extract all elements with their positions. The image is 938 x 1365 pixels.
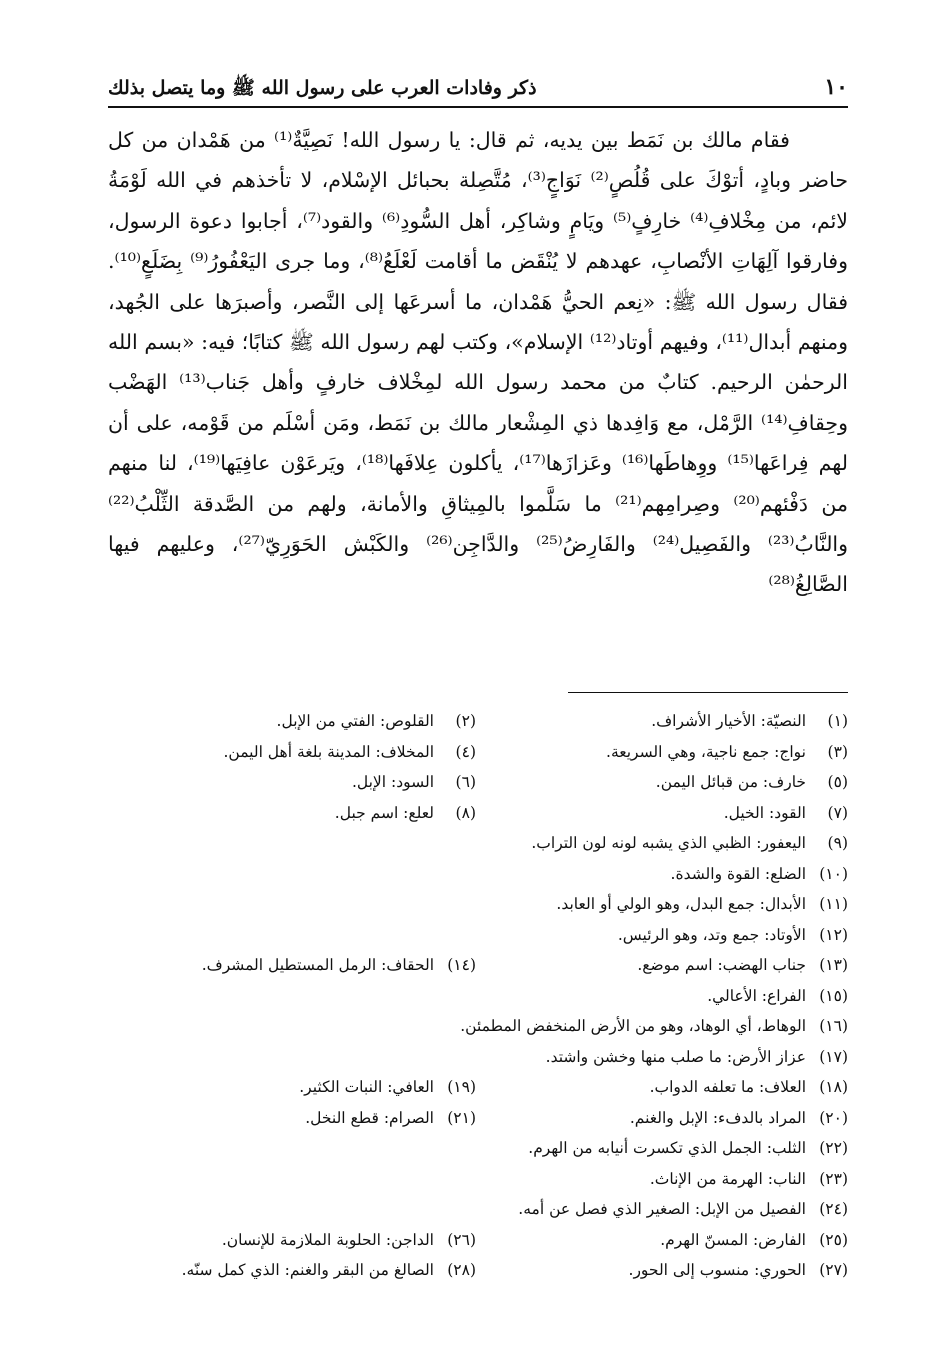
- footnote-text: العلاف: ما تعلفه الدواب.: [649, 1078, 806, 1096]
- footnote-row: [108, 1072, 848, 1103]
- running-title: ذكر وفادات العرب على رسول الله ﷺ وما يتصل بذلك: [108, 77, 537, 99]
- main-paragraph: فقام مالك بن نَمَط بين يديه، ثم قال: يا رسول الله! نَصِيَّةٌ⁽¹⁾ من هَمْدان من كل حاضر وبادٍ، أتوْكَ على قُلُصٍ⁽²⁾ نَوَاجٍ⁽³⁾، مُتَّصِلة بحبائل الإسْلام، لا تأخذهم في الله لَوْمَةُ لائم، من مِخْلافِ⁽⁴⁾ خارِفٍ⁽⁵⁾ ويَامٍ وشاكِر، أهل السُّودِ⁽⁶⁾ والقود⁽⁷⁾، أجابوا دعوة الرسول، وفارقوا آلِهَاتِ الأنْصابِ، عهدهم لا يُنْقَض ما أقامت لَعْلَعُ⁽⁸⁾، وما جرى اليَعْفُورُ⁽⁹⁾ بِضَلَعٍ⁽¹⁰⁾. فقال رسول الله ﷺ: «نِعم الحيُّ هَمْدان، ما أسرعَها إلى النَّصر، وأصبرَها على الجُهد، ومنهم أبدال⁽¹¹⁾، وفيهم أوتاد⁽¹²⁾ الإسلام»، وكتب لهم رسول الله ﷺ كتابًا؛ فيه: «بسم الله الرحمٰن الرحيم. كتابٌ من محمد رسول الله لمِخْلاف خارفٍ وأهل جَناب⁽¹³⁾ الهَضْب وحِقافِ⁽¹⁴⁾ الرَّمْل، مع وَافِدها ذي المِشْعار مالك بن نَمَط، ومَن أسْلَم من قَوْمه، على أن لهم فِراعَها⁽¹⁵⁾ ووِهاطَها⁽¹⁶⁾ وعَزازَها⁽¹⁷⁾، يأكلون عِلافَها⁽¹⁸⁾، ويَرعَوْن عافِيَها⁽¹⁹⁾، لنا منهم من دَفْئهم⁽²⁰⁾ وصِرامِهم⁽²¹⁾ ما سَلَّموا بالمِيثاقِ والأمانة، ولهم من الصَّدقة الثِّلْبُ⁽²²⁾ والنَّابُ⁽²³⁾ والفَصِيل⁽²⁴⁾ والفَارِضُ⁽²⁵⁾ والدَّاجِن⁽²⁶⁾ والكَبْش الحَوَرِيّ⁽²⁷⁾، وعليهم فيها الصَّالِغُ⁽²⁸⁾: [108, 128, 849, 597]
- footnote: [476, 798, 848, 829]
- footnote-number: (٢٥): [819, 1230, 848, 1249]
- footnote-row: [108, 859, 848, 890]
- footnote-number: (٢): [455, 712, 476, 730]
- footnote-text: الصرام: قطع النخل.: [305, 1108, 434, 1127]
- footnote-text: اليعفور: الظبي الذي يشبه لونه لون التراب.: [531, 834, 806, 852]
- footnote-number: (١٢): [819, 925, 848, 944]
- footnote-number: (١١): [819, 895, 848, 913]
- footnote-number: (٢٢): [819, 1139, 848, 1157]
- footnote-number: (١٩): [447, 1078, 476, 1096]
- footnote-number: (١): [827, 712, 848, 730]
- footnote-separator: [568, 692, 848, 693]
- footnote: [476, 706, 848, 737]
- footnote-number: (٤): [455, 742, 476, 761]
- footnote: [476, 1072, 848, 1103]
- footnote: [108, 1103, 476, 1134]
- footnote-row: [108, 1194, 848, 1225]
- footnote: [650, 1164, 848, 1195]
- footnote-number: (٩): [827, 834, 848, 852]
- footnote-text: الفارض: المسنّ الهرم.: [660, 1230, 806, 1249]
- footnote: [528, 1133, 848, 1164]
- footnote-text: الحوري: منسوب إلى الحور.: [628, 1261, 806, 1279]
- running-header: [108, 70, 848, 106]
- footnote-number: (٥): [827, 773, 848, 791]
- footnote-text: الثلب: الجمل الذي تكسرت أنيابه من الهرم.: [528, 1139, 806, 1157]
- footnote-number: (١٥): [819, 986, 848, 1005]
- footnote-row: [108, 1042, 848, 1073]
- footnote-text: الأبدال: جمع البدل، وهو الولي أو العابد.: [556, 895, 806, 913]
- footnote-text: الصالغ من البقر والغنم: الذي كمل سنّه.: [181, 1261, 434, 1279]
- footnote-number: (٣): [827, 742, 848, 761]
- footnote: [108, 798, 476, 829]
- footnote: [618, 920, 848, 951]
- footnote-row: [108, 950, 848, 981]
- footnote-row: [108, 981, 848, 1012]
- footnote-text: المراد بالدفء: الإبل والغنم.: [629, 1108, 806, 1127]
- footnote: [108, 1225, 476, 1256]
- footnote: [671, 859, 848, 890]
- footnote-number: (٢٨): [447, 1261, 476, 1279]
- footnote-text: الناب: الهرمة من الإناث.: [649, 1169, 806, 1188]
- footnote: [531, 828, 848, 859]
- footnote-row: [108, 1255, 848, 1286]
- footnote-row: [108, 798, 848, 829]
- footnote: [476, 1225, 848, 1256]
- footnote-row: [108, 767, 848, 798]
- footnote: [476, 1255, 848, 1286]
- main-text: [108, 120, 848, 605]
- footnote-row: [108, 1133, 848, 1164]
- footnote-text: الوهاط، أي الوهاد، وهو من الأرض المنخفض المطمئن.: [460, 1017, 806, 1035]
- footnote-text: القود: الخيل.: [723, 803, 806, 822]
- footnote-row: [108, 737, 848, 768]
- footnote-row: [108, 889, 848, 920]
- footnote: [476, 737, 848, 768]
- footnote-number: (٢٠): [819, 1108, 848, 1127]
- footnote-text: الضلع: القوة والشدة.: [670, 864, 806, 883]
- footnote: [108, 1255, 476, 1286]
- footnote-text: النصيّة: الأخيار الأشراف.: [651, 712, 806, 730]
- page-number: ١٠: [824, 74, 848, 100]
- footnote: [476, 1103, 848, 1134]
- footnote: [108, 950, 476, 981]
- footnote: [108, 767, 476, 798]
- footnote: [556, 889, 848, 920]
- footnote: [518, 1194, 848, 1225]
- footnote: [476, 767, 848, 798]
- footnote-text: السود: الإبل.: [351, 773, 434, 791]
- footnote-number: (١٧): [819, 1047, 848, 1066]
- footnote-text: الفراع: الأعالي.: [707, 986, 806, 1005]
- footnote: [108, 706, 476, 737]
- footnote-text: الفصيل من الإبل: الصغير الذي فصل عن أمه.: [518, 1200, 806, 1218]
- footnote-text: نواج: جمع ناجية، وهي السريعة.: [606, 742, 806, 761]
- footnote-row: [108, 1103, 848, 1134]
- footnote-text: الأوتاد: جمع وتد، وهو الرئيس.: [617, 925, 806, 944]
- footnote-number: (٢٣): [819, 1169, 848, 1188]
- footnote-row: [108, 1225, 848, 1256]
- footnote: [476, 950, 848, 981]
- footnote-number: (١٨): [819, 1078, 848, 1096]
- footnote-number: (٧): [827, 803, 848, 822]
- footnote-text: عزاز الأرض: ما صلب منها وخشن واشتد.: [545, 1047, 806, 1066]
- footnote-number: (١٤): [447, 956, 476, 974]
- footnote-text: العافي: النبات الكثير.: [299, 1078, 434, 1096]
- footnote-number: (٢٦): [447, 1230, 476, 1249]
- footnote-text: المخلاف: المدينة بلغة أهل اليمن.: [223, 742, 434, 761]
- footnote-number: (٦): [455, 773, 476, 791]
- footnote: [108, 1072, 476, 1103]
- footnote-text: الداجن: الحلوبة الملازمة للإنسان.: [221, 1230, 434, 1249]
- footnote: [707, 981, 848, 1012]
- footnote-text: لعلع: اسم جبل.: [334, 803, 434, 822]
- footnotes: [108, 706, 848, 1286]
- footnote-text: خارف: من قبائل اليمن.: [655, 773, 806, 791]
- header-rule: [108, 106, 848, 108]
- footnote: [546, 1042, 848, 1073]
- footnote-row: [108, 828, 848, 859]
- footnote-text: القلوص: الفتي من الإبل.: [276, 712, 434, 730]
- footnote-text: جناب الهضب: اسم موضع.: [637, 956, 806, 974]
- footnote-number: (٢٤): [819, 1200, 848, 1218]
- footnote: [460, 1011, 848, 1042]
- footnote-row: [108, 1164, 848, 1195]
- footnote-number: (١٠): [819, 864, 848, 883]
- footnote-row: [108, 920, 848, 951]
- footnote-number: (١٦): [819, 1017, 848, 1035]
- footnote-text: الحقاف: الرمل المستطيل المشرف.: [201, 956, 434, 974]
- footnote-row: [108, 706, 848, 737]
- footnote-number: (٨): [455, 803, 476, 822]
- footnote-number: (١٣): [819, 956, 848, 974]
- footnote-number: (٢٧): [819, 1261, 848, 1279]
- footnote-number: (٢١): [447, 1108, 476, 1127]
- footnote: [108, 737, 476, 768]
- footnote-row: [108, 1011, 848, 1042]
